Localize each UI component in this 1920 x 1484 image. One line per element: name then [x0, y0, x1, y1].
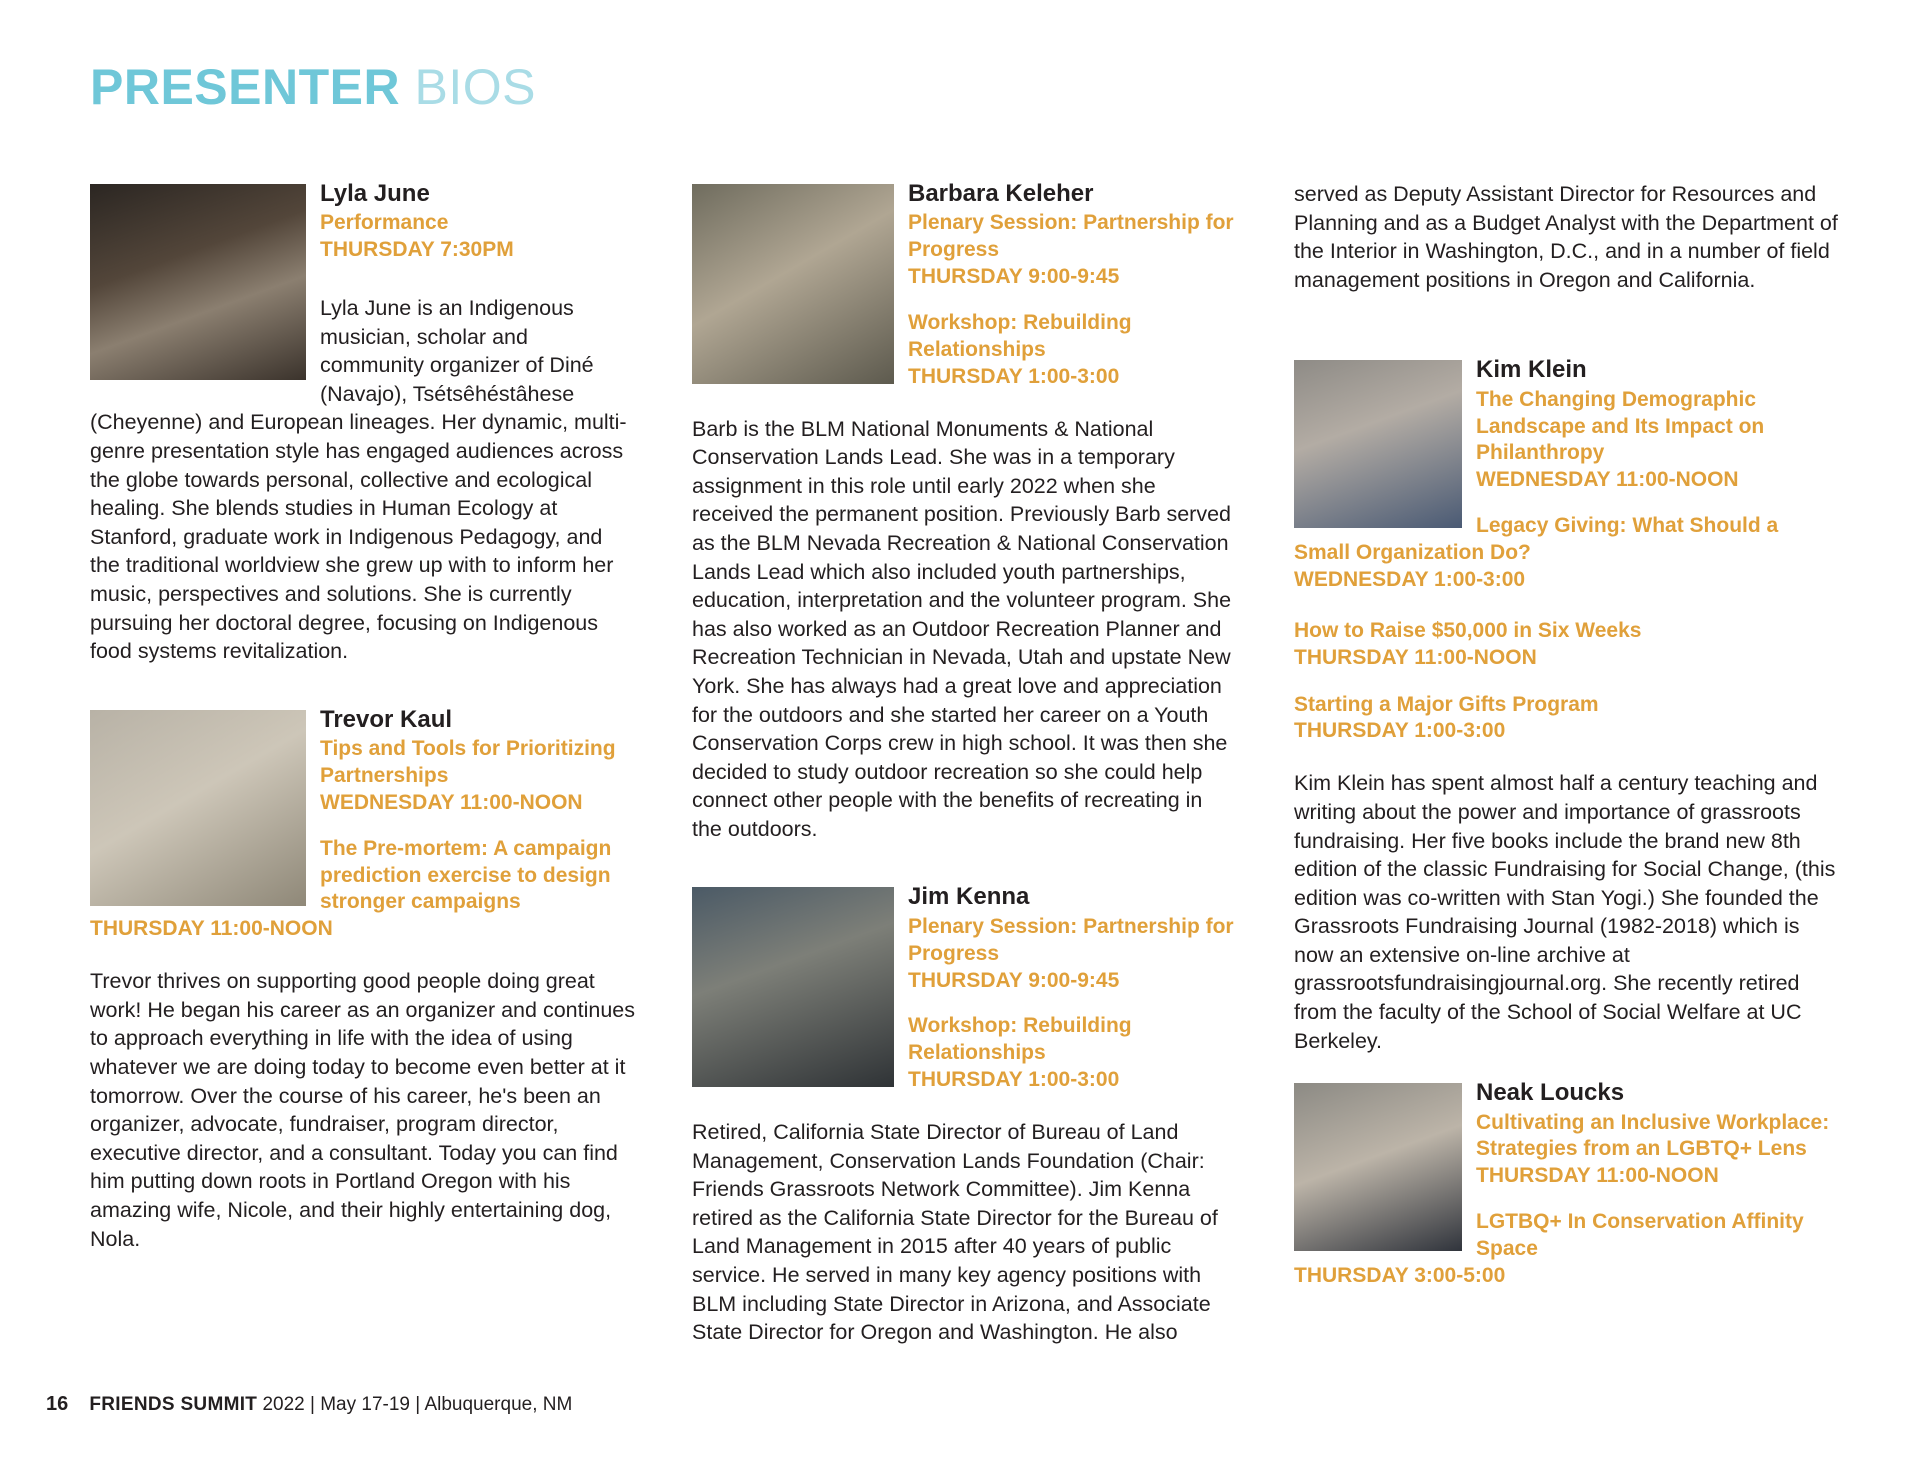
presenter-name: Trevor Kaul	[320, 705, 453, 733]
footer-details: 2022 | May 17-19 | Albuquerque, NM	[262, 1394, 573, 1415]
page-title-light: BIOS	[414, 59, 537, 115]
session-time: THURSDAY 9:00-9:45	[908, 265, 1120, 289]
bio-neak-loucks	[1294, 1079, 1839, 1290]
session-title-3: How to Raise $50,000 in Six Weeks	[1294, 618, 1642, 642]
bio-jim-kenna	[692, 883, 1237, 1346]
presenter-name: Lyla June	[320, 180, 430, 207]
footer-org: FRIENDS SUMMIT	[89, 1394, 258, 1415]
session-time-2: WEDNESDAY 1:00-3:00	[1294, 567, 1526, 591]
session-title: Cultivating an Inclusive Workplace: Strategies from an LGBTQ+ Lens	[1476, 1110, 1830, 1161]
lyla-june-photo	[90, 184, 306, 380]
presenter-name: Kim Klein	[1476, 356, 1587, 384]
bio-lyla-june	[90, 180, 635, 666]
session-time-2: THURSDAY 3:00-5:00	[1294, 1263, 1506, 1287]
trevor-kaul-photo	[90, 710, 306, 906]
kim-klein-photo	[1294, 360, 1462, 528]
column-left	[90, 180, 635, 1253]
session-title: Plenary Session: Partnership for Progress	[908, 914, 1234, 965]
bio-kim-klein	[1294, 356, 1839, 1055]
bio-barbara-keleher	[692, 180, 1237, 843]
session-title-2: LGTBQ+ In Conservation Affinity Space	[1476, 1210, 1804, 1261]
presenter-bio-part1: Retired, California State Director of Bureau of Land Management, Conservation Lands Foundation (Chair: Friends Grassroots Network Committee). Jim Kenna retired as the California State Director for the Bureau of Land Management in 2015 after 40 years of public service. He served in many key agency positions with BLM including State Director in Arizona, and Associate State Director for Oregon and Washington. He also	[692, 1120, 1218, 1345]
presenter-name: Jim Kenna	[908, 883, 1030, 911]
barbara-keleher-photo	[692, 184, 894, 384]
presenter-bio: Lyla June is an Indigenous musician, scholar and community organizer of Diné (Navajo), Tsétsêhéstâhese (Cheyenne) and European lineages. Her dynamic, multi-genre presentation style has engaged audiences across the globe towards personal, collective and ecological healing. She blends studies in Human Ecology at Stanford, graduate work in Indigenous Pedagogy, and the traditional worldview she grew up with to inform her music, perspectives and solutions. She is currently pursuing her doctoral degree, focusing on Indigenous food systems revitalization.	[90, 296, 627, 664]
session-time: THURSDAY 11:00-NOON	[1476, 1164, 1719, 1188]
presenter-bio-part2: served as Deputy Assistant Director for Resources and Planning and as a Budget Analyst with the Department of the Interior in Washington, D.C., and in a number of field management positions in Oregon and California.	[1294, 182, 1838, 292]
neak-loucks-photo	[1294, 1083, 1462, 1251]
session-title: Tips and Tools for Prioritizing Partnerships	[320, 737, 616, 787]
session-title-2: Legacy Giving: What Should a Small Organization Do?	[1294, 514, 1779, 565]
footer-page-number: 16	[46, 1393, 69, 1415]
session-title-2: The Pre-mortem: A campaign prediction exercise to design stronger campaigns	[320, 836, 612, 914]
session-time-2: THURSDAY 1:00-3:00	[908, 364, 1120, 388]
presenter-name: Neak Loucks	[1476, 1079, 1625, 1107]
session-title-2: Workshop: Rebuilding Relationships	[908, 310, 1132, 361]
session-time-2: THURSDAY 1:00-3:00	[908, 1068, 1120, 1092]
session-time-2: THURSDAY 11:00-NOON	[90, 917, 333, 941]
jim-kenna-photo	[692, 887, 894, 1087]
session-time: WEDNESDAY 11:00-NOON	[1476, 468, 1739, 492]
presenter-bio: Trevor thrives on supporting good people doing great work! He began his career as an organizer and continues to approach everything in life with the idea of using whatever we are doing today to become even better at it tomorrow. Over the course of his career, he's been an organizer, advocate, fundraiser, program director, executive director, and a consultant. Today you can find him putting down roots in Portland Oregon with his amazing wife, Nicole, and their highly entertaining dog, Nola.	[90, 969, 635, 1251]
page-title	[90, 59, 537, 115]
session-time-3: THURSDAY 11:00-NOON	[1294, 645, 1537, 669]
presenter-bio: Barb is the BLM National Monuments & National Conservation Lands Lead. She was in a temporary assignment in this role until early 2022 when she received the permanent position. Previously Barb served as the BLM Nevada Recreation & National Conservation Lands Lead which also included youth partnerships, education, interpretation and the volunteer program. She has also worked as an Outdoor Recreation Planner and Recreation Technician in Nevada, Utah and upstate New York. She has always had a great love and appreciation for the outdoors and she started her career on a Youth Conservation Corps crew in high school. It was then she decided to study outdoor recreation so she could help connect other people with the benefits of recreating in the outdoors.	[692, 416, 1232, 841]
column-middle	[692, 180, 1237, 1347]
bio-trevor-kaul	[90, 706, 635, 1253]
session-title-4: Starting a Major Gifts Program	[1294, 692, 1599, 716]
session-time: THURSDAY 7:30PM	[320, 238, 514, 262]
session-title-2: Workshop: Rebuilding Relationships	[908, 1014, 1132, 1065]
session-title: The Changing Demographic Landscape and Its Impact on Philanthropy	[1476, 387, 1765, 465]
presenter-name: Barbara Keleher	[908, 180, 1094, 207]
session-time-4: THURSDAY 1:00-3:00	[1294, 719, 1506, 743]
session-title: Plenary Session: Partnership for Progress	[908, 211, 1234, 262]
page-title-bold: PRESENTER	[90, 59, 401, 115]
column-right	[1294, 180, 1839, 1290]
presenter-bio: Kim Klein has spent almost half a century teaching and writing about the power and importance of grassroots fundraising. Her five books include the brand new 8th edition of the classic Fundraising for Social Change, (this edition was co-written with Stan Yogi.) She founded the Grassroots Fundraising Journal (1982-2018) which is now an extensive on-line archive at grassrootsfundraisingjournal.org. She recently retired from the faculty of the School of Social Welfare at UC Berkeley.	[1294, 771, 1836, 1053]
session-title: Performance	[320, 211, 449, 235]
session-time: WEDNESDAY 11:00-NOON	[320, 790, 583, 814]
session-time: THURSDAY 9:00-9:45	[908, 968, 1120, 992]
page-footer	[46, 1393, 572, 1416]
